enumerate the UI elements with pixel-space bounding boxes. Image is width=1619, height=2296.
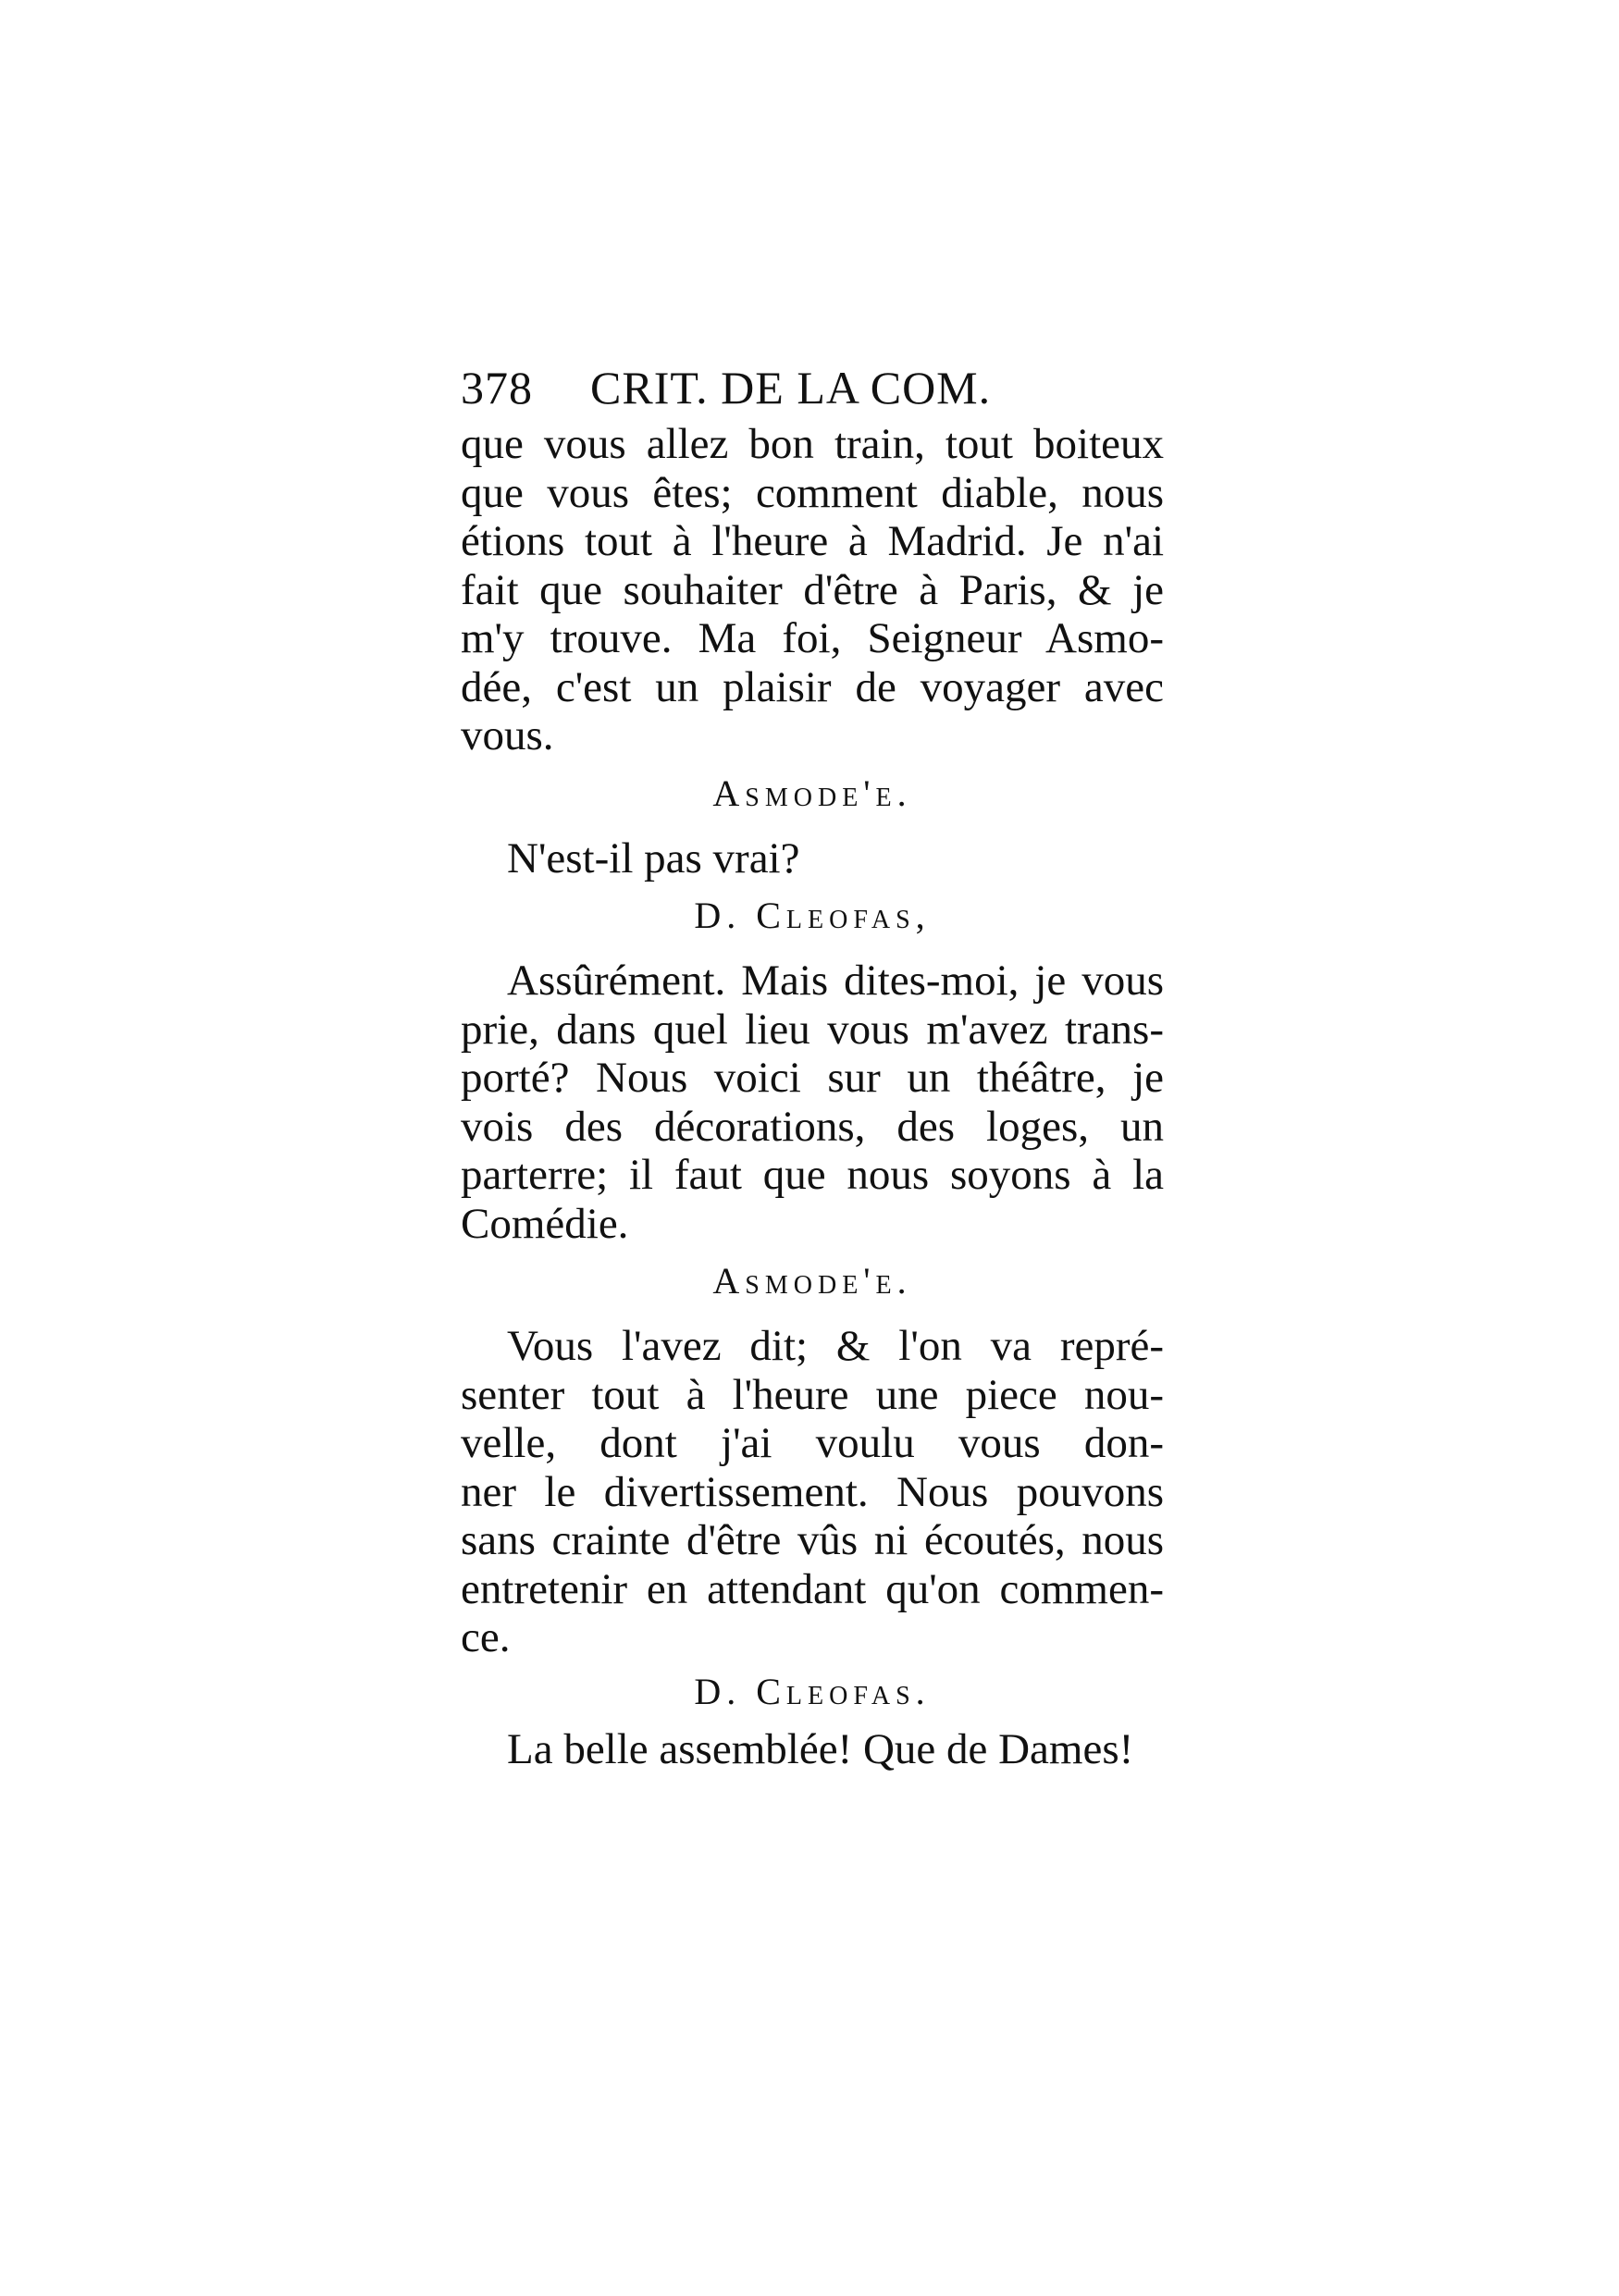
paragraph-5 (461, 1725, 1164, 1774)
text-line: ner le divertissement. Nous pouvons (461, 1467, 1164, 1516)
paragraph-1 (461, 420, 1164, 760)
text-line: que vous allez bon train, tout boiteux (461, 420, 1164, 468)
text-line: dée, c'est un plaisir de voyager avec (461, 662, 1164, 711)
text-line: m'y trouve. Ma foi, Seigneur Asmo- (461, 614, 1164, 662)
text-line: Comédie. (461, 1199, 629, 1248)
text-line: fait que souhaiter d'être à Paris, & je (461, 565, 1164, 614)
text-line: Assûrément. Mais dites-moi, je vous (507, 957, 1164, 1005)
paragraph-2 (461, 834, 1164, 883)
speaker-heading: Asmode'e. (712, 1260, 912, 1302)
speaker-heading: D. Cleofas, (694, 895, 931, 936)
text-line: étions tout à l'heure à Madrid. Je n'ai (461, 517, 1164, 565)
page-number: 378 (461, 362, 533, 414)
text-line: sans crainte d'être vûs ni écoutés, nous (461, 1516, 1164, 1564)
text-line: porté? Nous voici sur un théâtre, je (461, 1054, 1164, 1102)
text-line: vous. (461, 711, 554, 759)
speaker-heading: Asmode'e. (712, 772, 912, 814)
text-line: velle, dont j'ai voulu vous don- (461, 1419, 1164, 1467)
text-line: entretenir en attendant qu'on commen- (461, 1564, 1164, 1613)
text-line: Vous l'avez dit; & l'on va repré- (507, 1322, 1164, 1370)
text-block (461, 355, 1164, 1773)
paragraph-4 (461, 1322, 1164, 1662)
running-head (461, 355, 1164, 420)
text-line: que vous êtes; comment diable, nous (461, 468, 1164, 517)
text-line: La belle assemblée! Que de Dames! (507, 1724, 1134, 1773)
text-line: prie, dans quel lieu vous m'avez trans- (461, 1005, 1164, 1054)
paragraph-3 (461, 957, 1164, 1248)
text-line: senter tout à l'heure une piece nou- (461, 1370, 1164, 1419)
speaker-heading: D. Cleofas. (694, 1670, 931, 1712)
running-title: CRIT. DE LA COM. (590, 362, 992, 414)
text-line: N'est-il pas vrai? (507, 833, 800, 883)
text-line: vois des décorations, des loges, un (461, 1102, 1164, 1151)
text-line: parterre; il faut que nous soyons à la (461, 1151, 1164, 1199)
text-line: ce. (461, 1613, 511, 1661)
